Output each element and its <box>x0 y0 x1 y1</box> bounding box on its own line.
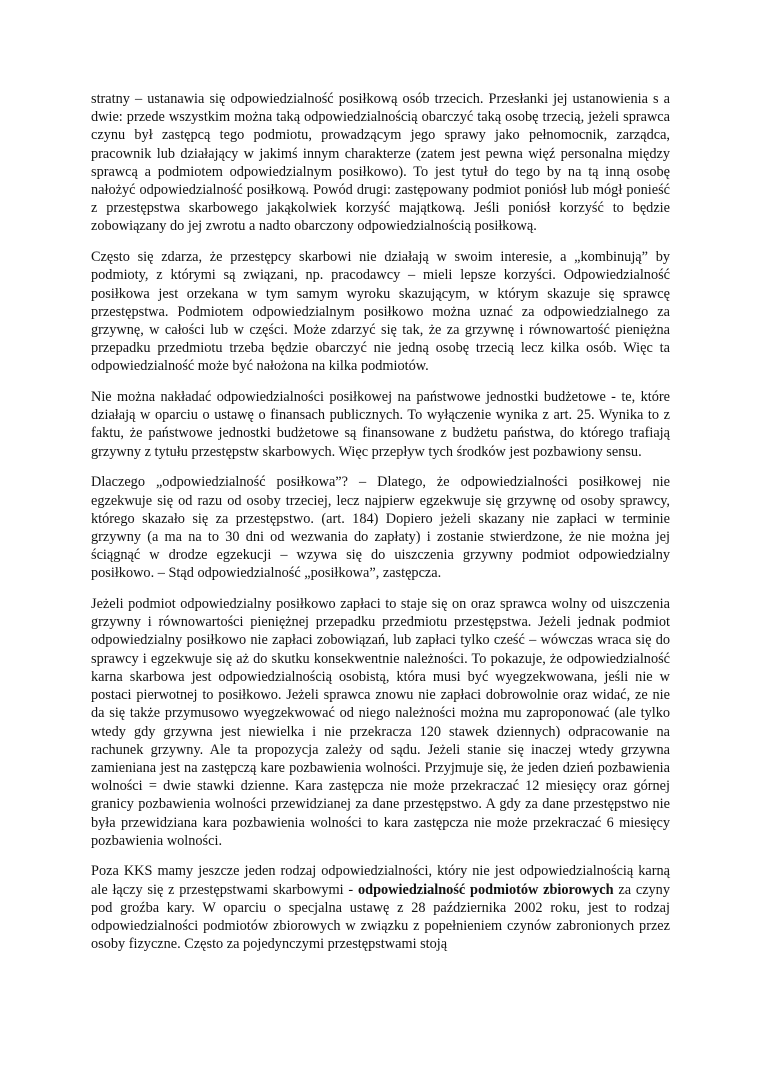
bold-term-collective-entities: odpowiedzialność podmiotów zbiorowych <box>357 881 614 898</box>
paragraph-offenders-acting-for-others: Często się zdarza, że przestępcy skarbowi nie działają w swoim interesie, a „kombinują” by podmioty, z którymi są związani, np. pracodawcy – mieli lepsze korzyści. Odpowiedzialność posiłkowa jest orzekana w tym samym wyroku skazującym, w którym skazuje się sprawcę przestępstwa. Podmiotem odpowiedzialnym posiłkowo można uznać za odpowiedzialnego za grzywnę, w całości lub w części. Może zdarzyć się tak, że za grzywnę i równowartość pieniężna przepadku przedmiotu trzeba będzie obarczyć nie jedną osobę trzecią lecz kilka osób. Więc ta odpowiedzialność może być nałożona na kilka podmiotów. <box>91 249 670 375</box>
paragraph-auxiliary-liability-grounds: stratny – ustanawia się odpowiedzialność posiłkową osób trzecich. Przesłanki jej ustanowienia s a dwie: przede wszystkim można taką odpowiedzialnością obarczyć taką osobę trzecią, jeżeli sprawca czynu był zastępcą tego podmiotu, prowadzącym jego sprawy jako pełnomocnik, zarządca, pracownik lub działający w jakimś innym charakterze (zatem jest pewna więź personalna między sprawcą a podmiotem odpowiedzialnym posiłkowo). To jest tytuł do tego by na tą inną osobę nałożyć odpowiedzialność posiłkową. Powód drugi: zastępowany podmiot poniósł lub mógł ponieść z przestępstwa skarbowego jakąkolwiek korzyść majątkową. Jeśli poniósł korzyść to będzie zobowiązany do jej zwrotu a nadto obarczony odpowiedzialnością posiłkową. <box>91 91 670 235</box>
paragraph-payment-and-substitute-penalty: Jeżeli podmiot odpowiedzialny posiłkowo zapłaci to staje się on oraz sprawca wolny od uiszczenia grzywny i równowartości pieniężnej przepadku przedmiotu przestępstwa. Jeżeli jednak podmiot odpowiedzialny posiłkowo nie zapłaci zobowiązań, lub zapłaci tylko cześć – wówczas wraca się do sprawcy i egzekwuje się aż do skutku konsekwentnie należności. To pokazuje, że odpowiedzialność karna skarbowa jest odpowiedzialnością osobistą, która musi być wyegzekwowana, jeśli nie w postaci pierwotnej to posiłkowo. Jeżeli sprawca znowu nie zapłaci dobrowolnie oraz widać, ze nie da się także przymusowo wyegzekwować od niego należności można mu zaproponować (ale tylko wtedy gdy grzywna jest niewielka i nie przekracza 120 stawek dziennych) odpracowanie na rachunek grzywny. Ale ta propozycja zależy od sądu. Jeżeli stanie się inaczej wtedy grzywna zamieniana jest na zastępczą kare pozbawienia wolności. Przyjmuje się, że jeden dzień pozbawienia wolności = dwie stawki dzienne. Kara zastępcza nie może przekraczać 12 miesięcy oraz górnej granicy pozbawienia wolności przewidzianej za dane przestępstwo. A gdy za dane przestępstwo nie była przewidziana kara pozbawienia wolności to kara zastępcza nie może przekraczać 6 miesięcy pozbawienia wolności. <box>91 596 670 849</box>
paragraph-budget-units-exclusion: Nie można nakładać odpowiedzialności posiłkowej na państwowe jednostki budżetowe - te, które działają w oparciu o ustawę o finansach publicznych. To wyłączenie wynika z art. 25. Wynika to z faktu, że państwowe jednostki budżetowe są finansowane z budżetu państwa, do którego trafiają grzywny z tytułu przestępstw skarbowych. Więc przepływ tych środków jest pozbawiony sensu. <box>91 389 670 460</box>
paragraph-why-auxiliary: Dlaczego „odpowiedzialność posiłkowa”? – Dlatego, że odpowiedzialności posiłkowej nie egzekwuje się od razu od osoby trzeciej, lecz najpierw egzekwuje się grzywnę od osoby sprawcy, którego skazało się za przestępstwo. (art. 184) Dopiero jeżeli skazany nie zapłaci w terminie grzywny (a ma na to 30 dni od wezwania do zapłaty) i zostanie stwierdzone, że nie można jej ściągnąć w drodze egzekucji – wzywa się do uiszczenia grzywny podmiot odpowiedzialny posiłkowo. – Stąd odpowiedzialność „posiłkowa”, zastępcza. <box>91 474 670 582</box>
paragraph-collective-entities-liability <box>91 862 670 953</box>
text-run: Poza KKS mamy jeszcze jeden rodzaj odpowiedzialności, który nie jest odpowiedzialnością karną ale łączy się z przestępstwami skarbowymi - <box>91 863 670 898</box>
text-run: za czyny pod groźba kary. W oparciu o specjalna ustawę z 28 października 2002 roku, jest to rodzaj odpowiedzialności podmiotów zbiorowych w związku z popełnieniem czynów zabronionych przez osoby fizyczne. Często za pojedynczymi przestępstwami stoją <box>91 881 670 953</box>
